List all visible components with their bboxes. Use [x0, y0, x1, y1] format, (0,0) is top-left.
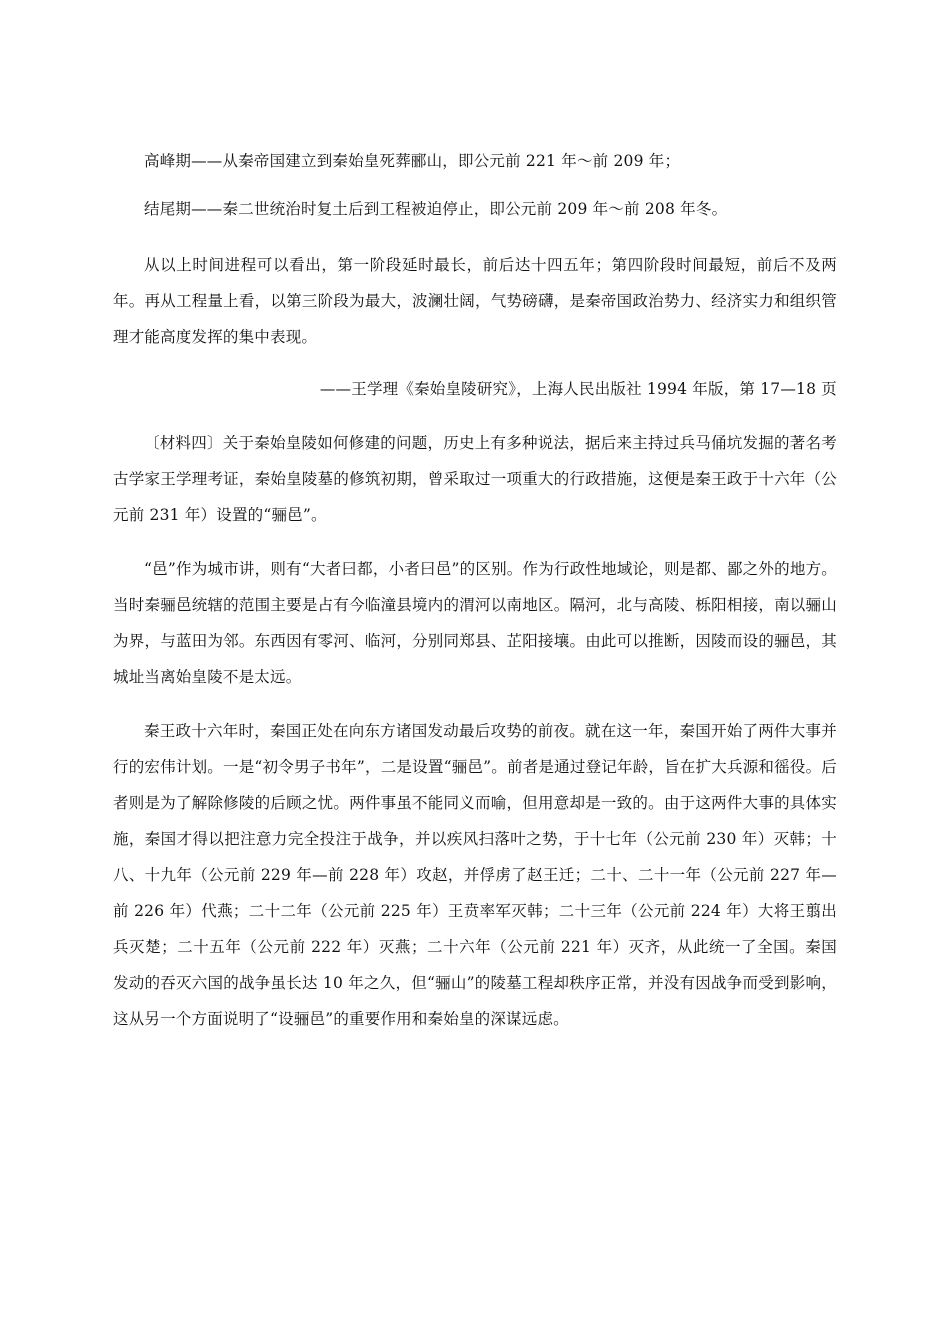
- document-body: [113, 143, 837, 1037]
- paragraph-peak-period: 高峰期——从秦帝国建立到秦始皇死葬郦山，即公元前 221 年～前 209 年；: [144, 152, 681, 170]
- paragraph-yi-definition: “邑”作为城市讲，则有“大者曰都，小者曰邑”的区别。作为行政性地域论，则是都、鄙之外的地方。当时秦骊邑统辖的范围主要是占有今临潼县境内的渭河以南地区。隔河，北与高陵、栎阳相接，南以骊山为界，与蓝田为邻。东西因有零河、临河，分别同郑县、芷阳接壤。由此可以推断，因陵而设的骊邑，其城址当离始皇陵不是太远。: [113, 560, 837, 686]
- paragraph-material-four: 〔材料四〕关于秦始皇陵如何修建的问题，历史上有多种说法，据后来主持过兵马俑坑发掘的著名考古学家王学理考证，秦始皇陵墓的修筑初期，曾采取过一项重大的行政措施，这便是秦王政于十六年（公元前 231 年）设置的“骊邑”。: [113, 434, 837, 524]
- paragraph-unification: 秦王政十六年时，秦国正处在向东方诸国发动最后攻势的前夜。就在这一年，秦国开始了两件大事并行的宏伟计划。一是“初令男子书年”，二是设置“骊邑”。前者是通过登记年龄，旨在扩大兵源和徭役。后者则是为了解除修陵的后顾之忧。两件事虽不能同义而喻，但用意却是一致的。由于这两件大事的具体实施，秦国才得以把注意力完全投注于战争，并以疾风扫落叶之势，于十七年（公元前 230 年）灭韩；十八、十九年（公元前 229 年—前 228 年）攻赵，并俘虏了赵王迁；二十、二十一年（公元前 227 年—前 226 年）代燕；二十二年（公元前 225 年）王贲率军灭韩；二十三年（公元前 224 年）大将王翦出兵灭楚；二十五年（公元前 222 年）灭燕；二十六年（公元前 221 年）灭齐，从此统一了全国。秦国发动的吞灭六国的战争虽长达 10 年之久，但“骊山”的陵墓工程却秩序正常，并没有因战争而受到影响，这从另一个方面说明了“设骊邑”的重要作用和秦始皇的深谋远虑。: [113, 722, 837, 1028]
- paragraph-final-period: 结尾期——秦二世统治时复土后到工程被迫停止，即公元前 209 年～前 208 年冬。: [144, 200, 728, 218]
- citation-source: ——王学理《秦始皇陵研究》，上海人民出版社 1994 年版，第 17—18 页: [319, 380, 837, 398]
- paragraph-timeline-analysis: 从以上时间进程可以看出，第一阶段延时最长，前后达十四五年；第四阶段时间最短，前后不及两年。再从工程量上看，以第三阶段为最大，波澜壮阔，气势磅礴，是秦帝国政治势力、经济实力和组织管理才能高度发挥的集中表现。: [113, 256, 837, 346]
